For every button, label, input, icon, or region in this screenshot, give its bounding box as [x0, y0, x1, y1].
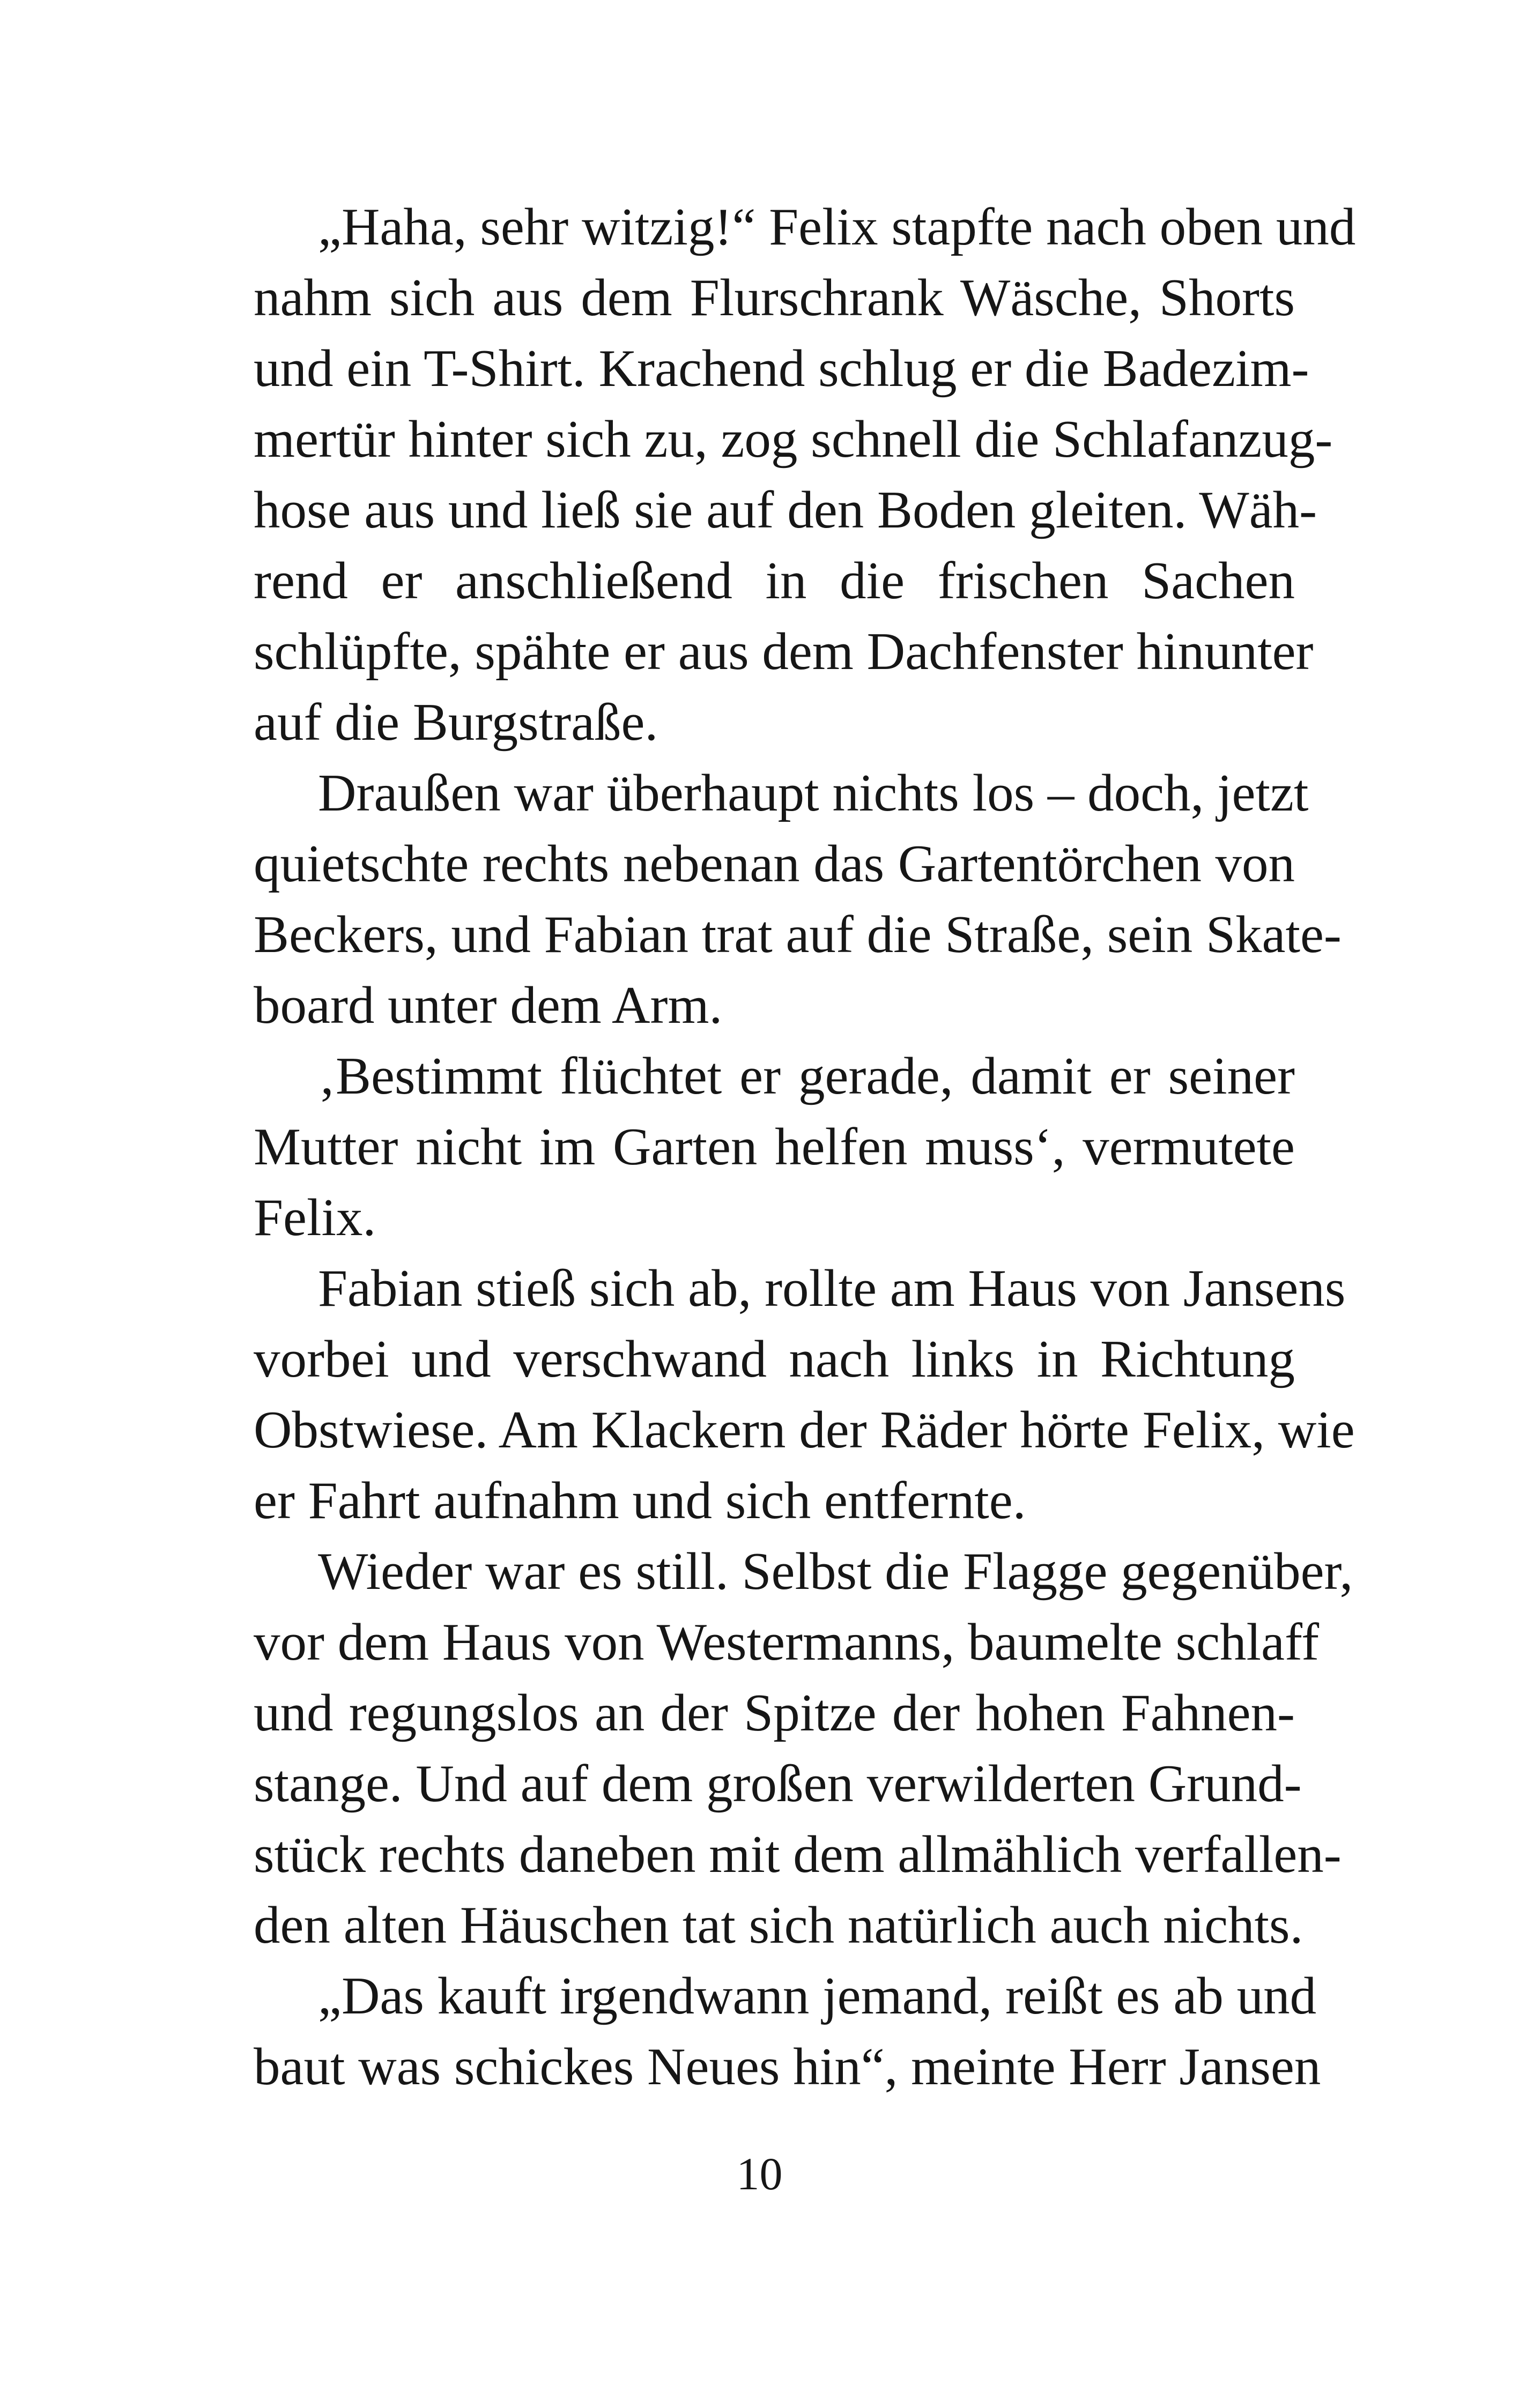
text-line: Wieder war es still. Selbst die Flagge gegenüber, [318, 1542, 1353, 1601]
text-line: stange. Und auf dem großen verwilderten Grund- [254, 1755, 1302, 1813]
text-line: und regungslos an der Spitze der hohen Fahnen- [254, 1684, 1295, 1742]
paragraph [189, 192, 1356, 758]
text-line: „Haha, sehr witzig!“ Felix stapfte nach oben und [318, 198, 1356, 256]
page-number: 10 [736, 2148, 783, 2199]
text-line: hose aus und ließ sie auf den Boden gleiten. Wäh- [254, 481, 1317, 539]
text-line: auf die Burgstraße. [254, 693, 658, 752]
text-line: board unter dem Arm. [254, 976, 723, 1035]
text-line: den alten Häuschen tat sich natürlich auch nichts. [254, 1896, 1303, 1954]
text-line: vor dem Haus von Westermanns, baumelte schlaff [254, 1613, 1320, 1671]
text-line: rend er anschließend in die frischen Sachen [254, 552, 1295, 610]
text-line: Fabian stieß sich ab, rollte am Haus von Jansens [318, 1259, 1346, 1318]
paragraph [189, 1253, 1355, 1536]
text-line: stück rechts daneben mit dem allmählich verfallen- [254, 1825, 1342, 1884]
text-line: Felix. [254, 1188, 376, 1247]
text-line: und ein T-Shirt. Krachend schlug er die Badezim- [254, 339, 1309, 398]
text-line: er Fahrt aufnahm und sich entfernte. [254, 1471, 1026, 1530]
text-line: vorbei und verschwand nach links in Richtung [254, 1330, 1295, 1388]
text-line: Obstwiese. Am Klackern der Räder hörte Felix, wie [254, 1401, 1355, 1459]
paragraph [189, 1961, 1321, 2102]
body-text [189, 192, 1356, 2102]
paragraph [189, 758, 1342, 1041]
text-line: „Das kauft irgendwann jemand, reißt es ab und [318, 1967, 1317, 2025]
paragraph [189, 1536, 1353, 1961]
text-line: Draußen war überhaupt nichts los – doch, jetzt [318, 764, 1309, 822]
text-line: baut was schickes Neues hin“, meinte Herr Jansen [254, 2038, 1321, 2096]
text-line: quietschte rechts nebenan das Gartentörchen von [254, 835, 1295, 893]
text-line: schlüpfte, spähte er aus dem Dachfenster hinunter [254, 622, 1314, 681]
text-line: nahm sich aus dem Flurschrank Wäsche, Shorts [254, 269, 1295, 327]
text-line: mertür hinter sich zu, zog schnell die Schlafanzug- [254, 410, 1333, 469]
paragraph [189, 1041, 1295, 1253]
text-line: ‚Bestimmt flüchtet er gerade, damit er seiner [318, 1047, 1295, 1105]
text-line: Mutter nicht im Garten helfen muss‘, vermutete [254, 1118, 1295, 1176]
text-line: Beckers, und Fabian trat auf die Straße, sein Skate- [254, 905, 1342, 964]
